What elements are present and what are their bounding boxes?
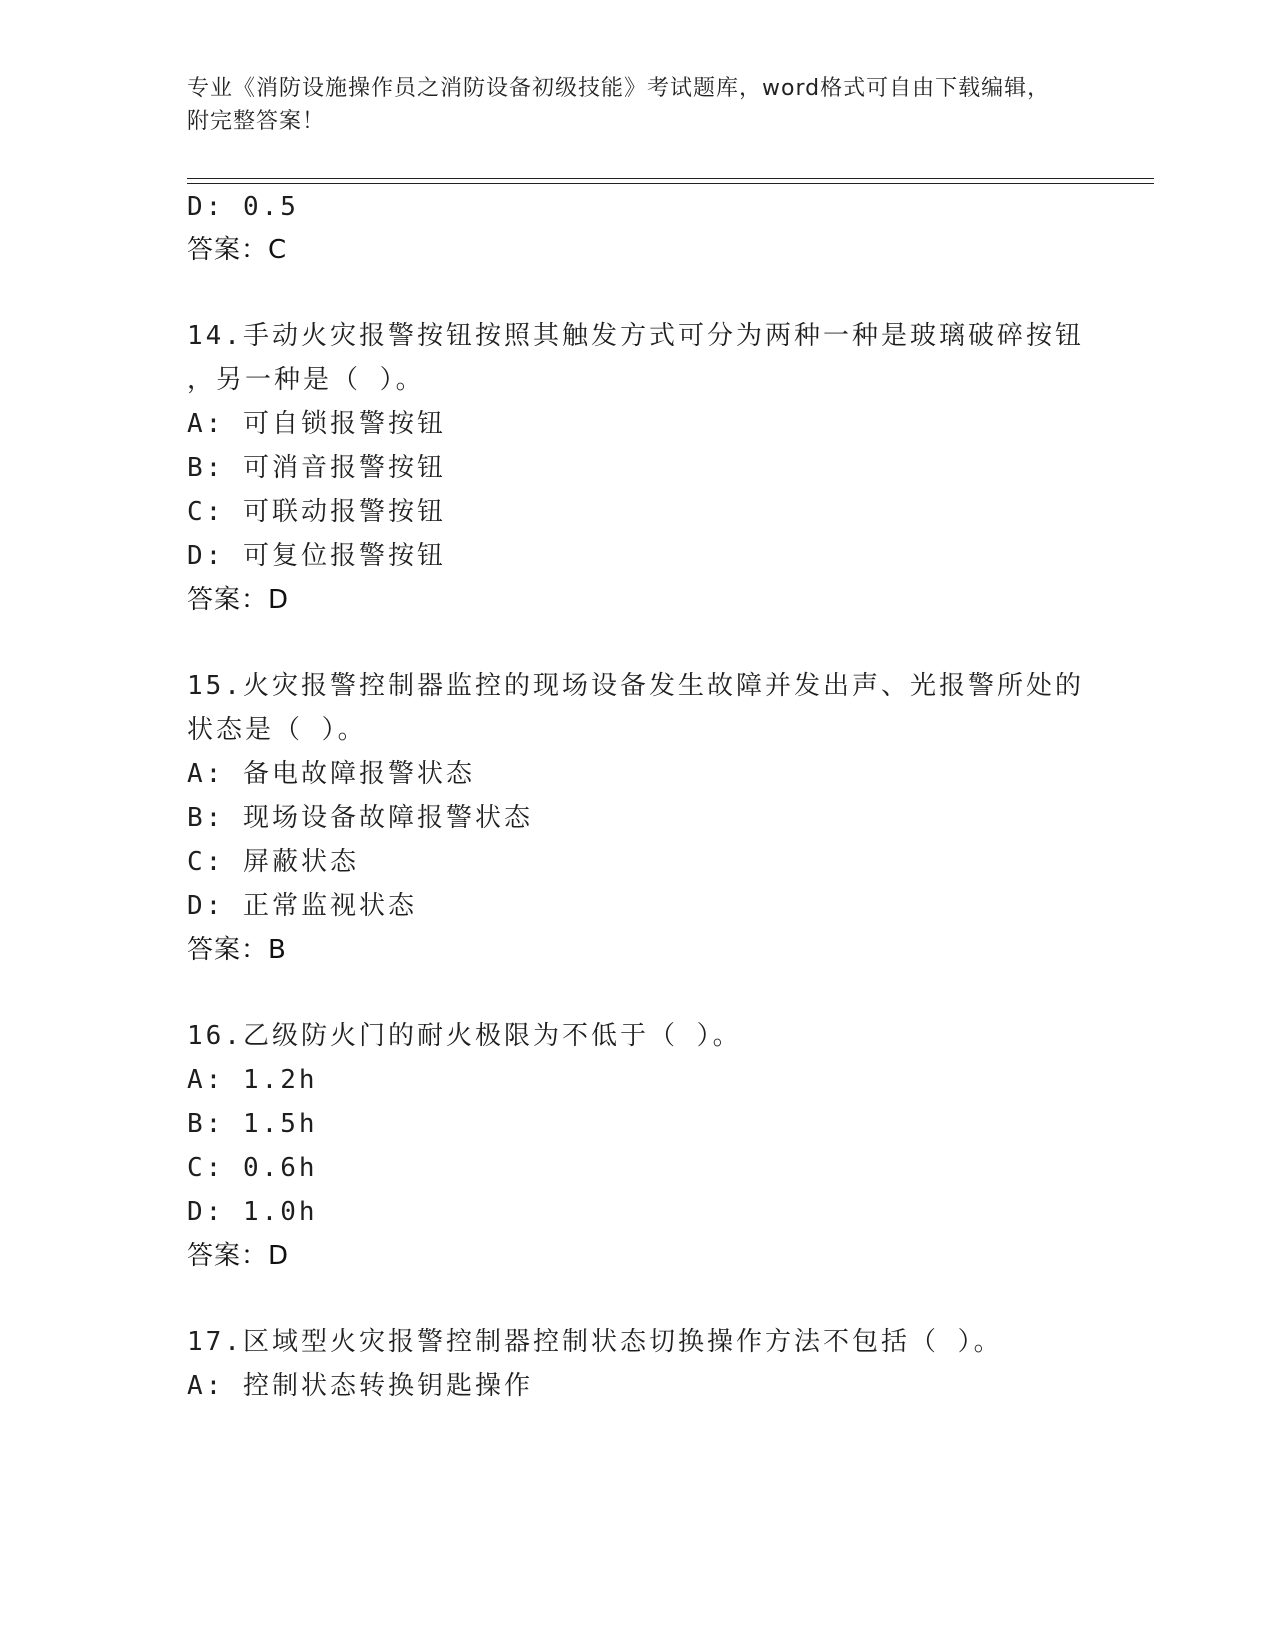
q15-option-b: B: 现场设备故障报警状态 bbox=[187, 803, 533, 833]
prev-option-d: D: 0.5 bbox=[187, 192, 299, 222]
q14-option-d: D: 可复位报警按钮 bbox=[187, 541, 446, 571]
q16-option-c: C: 0.6h bbox=[187, 1153, 318, 1183]
q15-option-d: D: 正常监视状态 bbox=[187, 891, 417, 921]
q14-stem-line1: 14.手动火灾报警按钮按照其触发方式可分为两种一种是玻璃破碎按钮 bbox=[187, 321, 1084, 351]
q16-option-b: B: 1.5h bbox=[187, 1109, 318, 1139]
prev-answer: 答案：C bbox=[187, 235, 288, 265]
q16-answer: 答案：D bbox=[187, 1241, 290, 1271]
q15-option-c: C: 屏蔽状态 bbox=[187, 847, 359, 877]
q17-stem-line1: 17.区域型火灾报警控制器控制状态切换操作方法不包括（ ）。 bbox=[187, 1327, 1003, 1357]
q14-option-c: C: 可联动报警按钮 bbox=[187, 497, 446, 527]
header-divider-top bbox=[187, 178, 1154, 179]
document-header: 专业《消防设施操作员之消防设备初级技能》考试题库，word格式可自由下载编辑，附完整答案！ bbox=[187, 76, 1051, 134]
q16-stem-line1: 16.乙级防火门的耐火极限为不低于（ ）。 bbox=[187, 1021, 742, 1051]
q14-option-b: B: 可消音报警按钮 bbox=[187, 453, 446, 483]
q14-answer: 答案：D bbox=[187, 585, 290, 615]
q14-stem-line2: ，另一种是（ ）。 bbox=[187, 365, 425, 395]
header-divider-bottom bbox=[187, 183, 1154, 184]
q16-option-d: D: 1.0h bbox=[187, 1197, 318, 1227]
q15-stem-line2: 状态是（ ）。 bbox=[187, 715, 367, 745]
q14-option-a: A: 可自锁报警按钮 bbox=[187, 409, 446, 439]
q15-answer: 答案：B bbox=[187, 935, 287, 965]
q16-option-a: A: 1.2h bbox=[187, 1065, 318, 1095]
q15-stem-line1: 15.火灾报警控制器监控的现场设备发生故障并发出声、光报警所处的 bbox=[187, 671, 1084, 701]
q15-option-a: A: 备电故障报警状态 bbox=[187, 759, 475, 789]
q17-option-a: A: 控制状态转换钥匙操作 bbox=[187, 1371, 533, 1401]
